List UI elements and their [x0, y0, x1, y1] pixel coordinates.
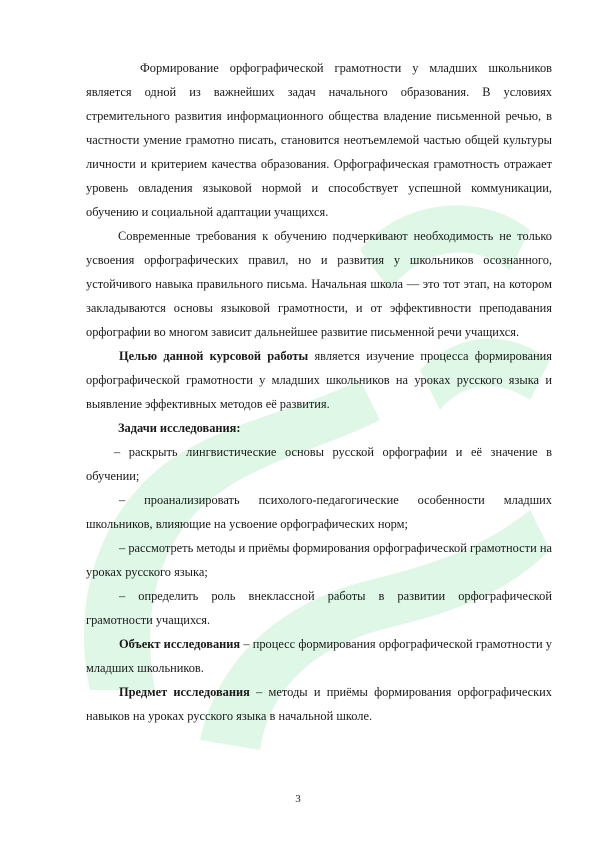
goal-text: является изучение процесса формирования орфографической грамотности у младших школьников на уроках русского языка и выявление эффективных методов её развития.: [86, 349, 552, 411]
task-item: – проанализировать психолого-педагогические особенности младших школьников, влияющие на усвоение орфографических норм;: [86, 493, 552, 531]
tasks-heading: [86, 416, 552, 440]
task-item: – раскрыть лингвистические основы русской орфографии и её значение в обучении;: [86, 445, 552, 483]
paragraph-intro: Формирование орфографической грамотности у младших школьников является одной из важнейших задач начального образования. В условиях стремительного развития информационного общества владение письменной речью, в частности умение грамотно писать, становится неотъемлемой частью общей культуры личности и критерием качества образования. Орфографическая грамотность отражает уровень овладения языковой нормой и способствует успешной коммуникации, обучению и социальной адаптации учащихся.: [86, 61, 552, 219]
subject-text: – методы и приёмы формирования орфографических навыков на уроках русского языка в начальной школе.: [86, 685, 552, 723]
task-item: – определить роль внеклассной работы в развитии орфографической грамотности учащихся.: [86, 589, 552, 627]
object-text: – процесс формирования орфографической грамотности у младших школьников.: [86, 637, 552, 675]
paragraph-subject: [86, 680, 552, 728]
paragraph-requirements: Современные требования к обучению подчеркивают необходимость не только усвоения орфографических правил, но и развития у школьников осознанного, устойчивого навыка правильного письма. Начальная школа — это тот этап, на котором закладываются основы языковой грамотности, и от эффективности преподавания орфографии во многом зависит дальнейшее развитие письменной речи учащихся.: [86, 229, 552, 339]
task-item: – рассмотреть методы и приёмы формирования орфографической грамотности на уроках русского языка;: [86, 541, 552, 579]
page-number: 3: [295, 793, 301, 805]
document-body: [86, 56, 552, 728]
subject-label: Предмет исследования: [119, 685, 250, 699]
object-label: Объект исследования: [119, 637, 241, 651]
paragraph-goal: [86, 344, 552, 416]
tasks-heading-text: Задачи исследования:: [118, 421, 241, 435]
paragraph-object: [86, 632, 552, 680]
goal-label: Целью данной курсовой работы: [119, 349, 309, 363]
